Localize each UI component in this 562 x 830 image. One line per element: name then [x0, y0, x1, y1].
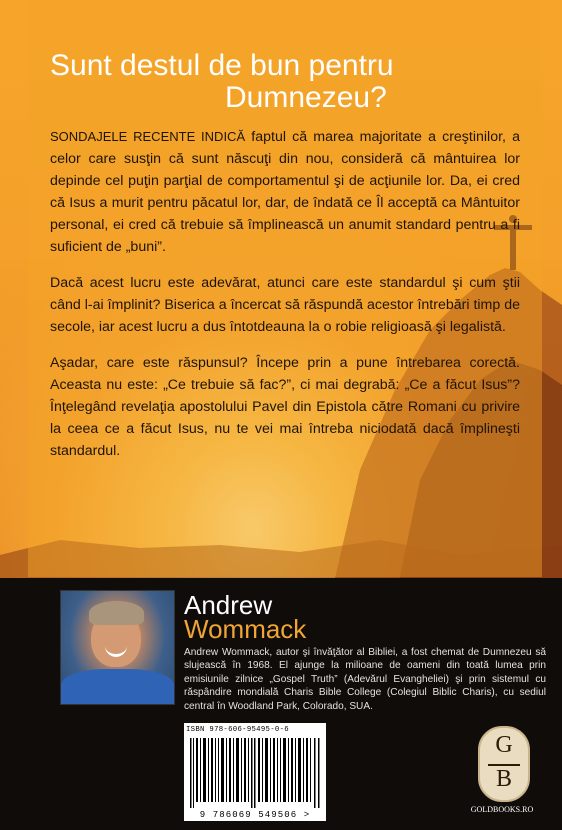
publisher-website: GOLDBOOKS.RO — [470, 805, 534, 814]
author-first-name: Andrew — [184, 590, 273, 620]
isbn-label: ISBN 978-606-95495-0-6 — [186, 726, 289, 734]
blurb-paragraph-3: Aşadar, care este răspunsul? Începe prin a pune întrebarea corectă. Aceasta nu este: „Ce trebuie să fac?”, ci mai degrabă: „Ce a făcut Isus”? Înţelegând revelaţia apostolului Pavel din Epistola către Romani cu privire la ceea ce a făcut Isus, nu te vei mai întreba niciodată dacă împlineşti standardul. — [50, 355, 520, 459]
back-cover-title — [50, 50, 530, 114]
author-last-name: Wommack — [184, 614, 307, 644]
author-photo — [60, 590, 175, 705]
blurb-paragraph-1-text: faptul că marea majoritate a creştinilor, a celor care susţin că sunt născuţi din nou, consideră că mântuirea lor depinde cel puţin parţial de comportamentul şi de acţiunile lor. Da, ei cred că Isus a murit pentru păcatul lor, dar, de îndată ce Îl acceptă ca Mântuitor personal, ei cred că trebuie să împlinească un anumit standard pentru a fi suficient de „buni”. — [50, 129, 521, 255]
blurb-paragraph-2: Dacă acest lucru este adevărat, atunci care este standardul şi cum ştii când l-ai împlinit? Biserica a încercat să răspundă acestor întrebări timp de secole, iar acest lucru a dus întotdeauna la o robie religioasă şi legalistă. — [50, 275, 520, 335]
logo-letter-top: G — [495, 732, 513, 758]
blurb-lead-caps: SONDAJELE RECENTE INDICĂ — [50, 129, 246, 144]
barcode-icon — [190, 738, 322, 808]
author-bio: Andrew Wommack, autor şi învăţător al Bibliei, a fost chemat de Dumnezeu să slujească în 1968. El ajunge la milioane de oameni din toată lumea prin emisiunile zilnice „Gospel Truth” (Adevărul Evangheliei) şi prin sistemul cu răspândire mondială Charis Bible College (Colegiul Biblic Charis), cu sediul central în Woodland Park, Colorado, SUA. — [184, 647, 546, 712]
barcode-number: 9 786069 549506 > — [199, 810, 311, 820]
logo-letter-bottom: B — [495, 766, 512, 792]
blurb — [50, 126, 520, 476]
publisher-logo — [478, 726, 530, 802]
blurb-paragraph-1 — [50, 126, 520, 258]
title-line-1: Sunt destul de bun pentru — [50, 49, 394, 82]
title-line-2: Dumnezeu? — [225, 81, 387, 114]
